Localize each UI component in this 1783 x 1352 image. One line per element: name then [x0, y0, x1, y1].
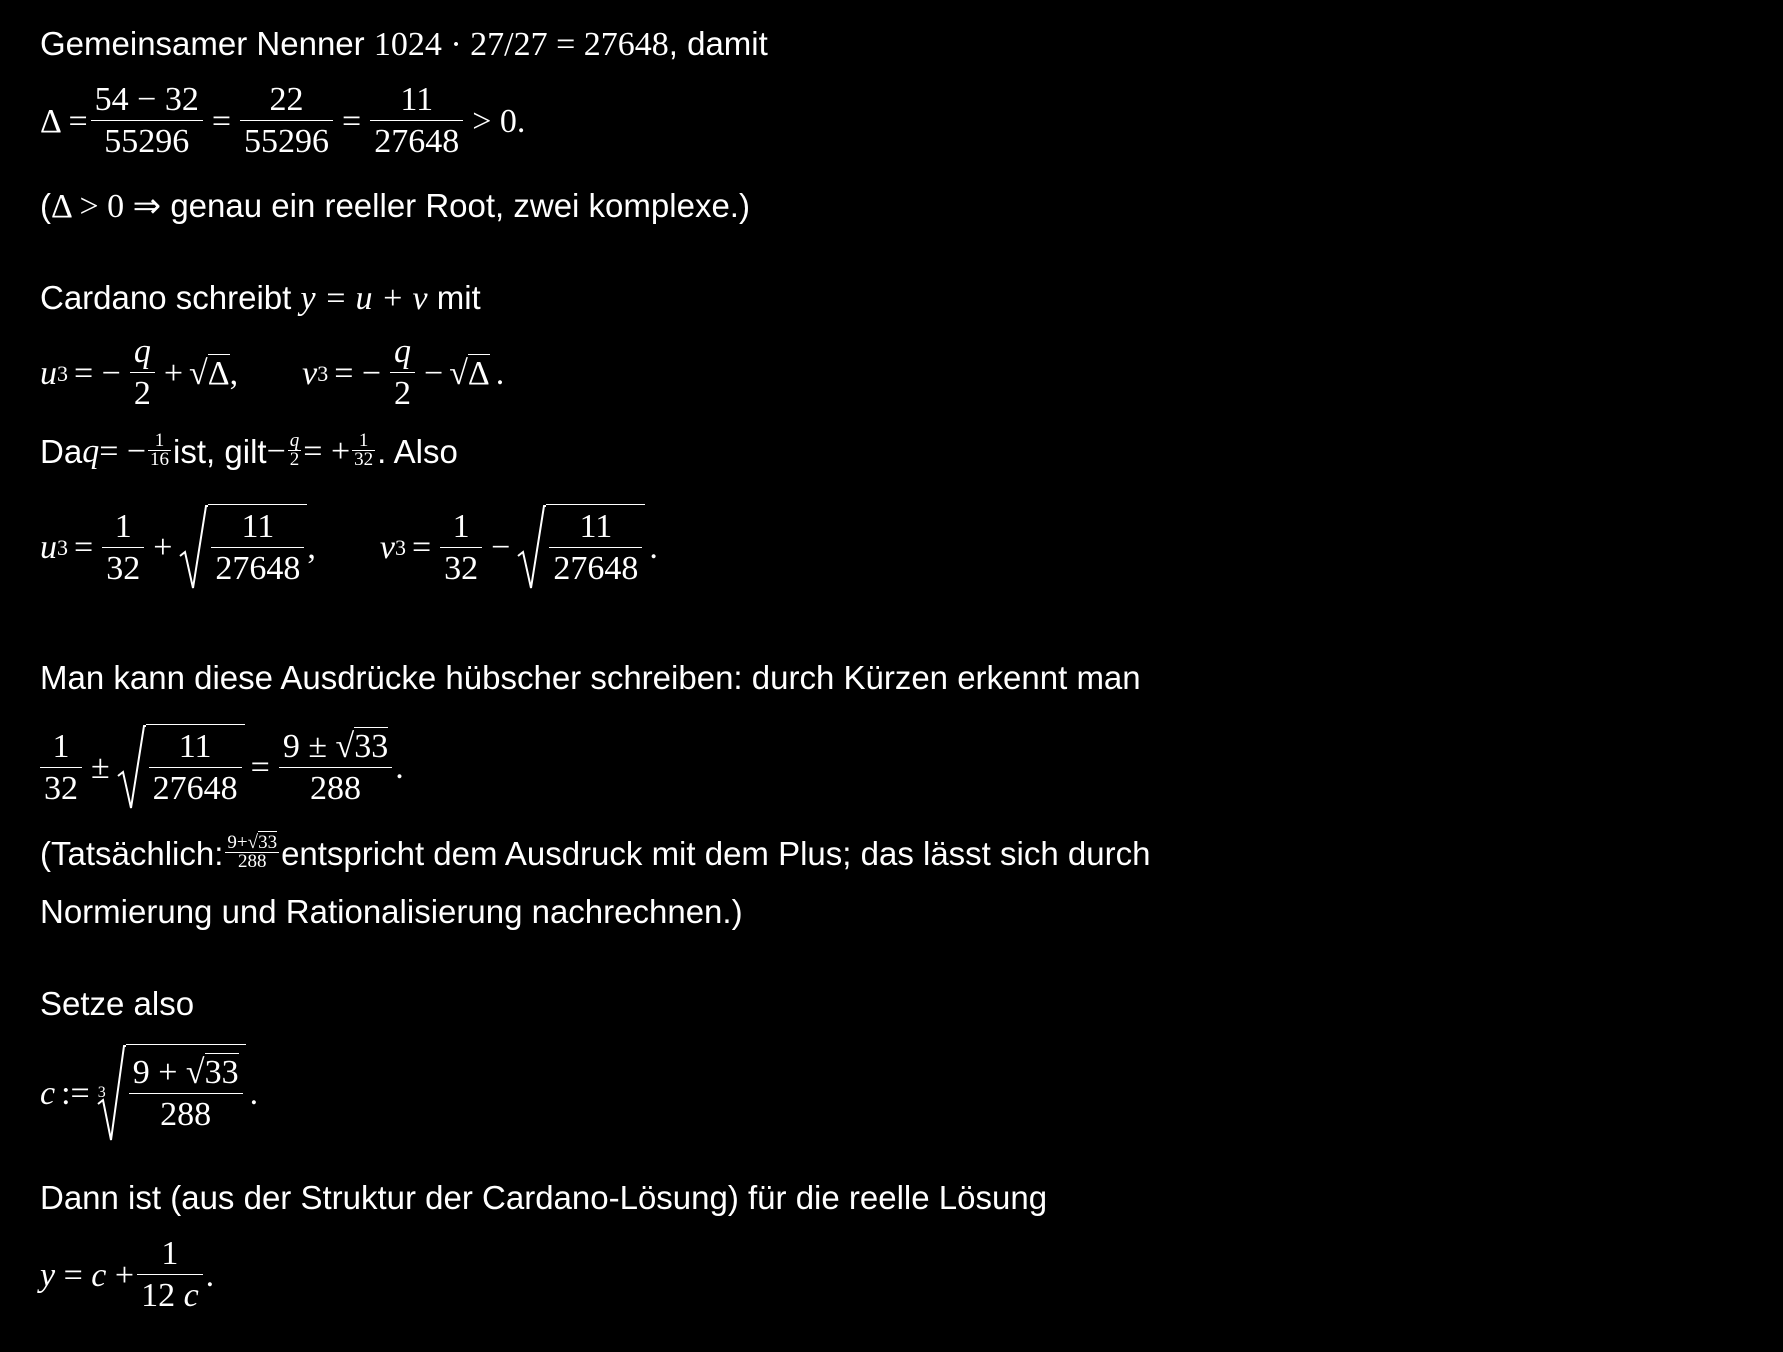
- text: Cardano schreibt: [40, 279, 301, 316]
- operator: = −: [74, 354, 121, 392]
- fraction: [40, 727, 82, 810]
- square-root: [516, 504, 645, 592]
- numerator: q: [394, 333, 412, 370]
- operator: +: [153, 529, 173, 566]
- radicand: Δ: [467, 355, 490, 392]
- variable-u: u: [40, 529, 57, 566]
- operator: = −: [334, 354, 382, 392]
- fraction: [240, 80, 333, 163]
- denominator: 55296: [104, 123, 190, 160]
- text: . Also: [377, 433, 458, 470]
- variable-q: q: [82, 433, 100, 470]
- operator: =: [250, 749, 270, 786]
- operator: :=: [61, 1075, 90, 1112]
- cardano-line: [40, 278, 481, 319]
- punctuation: .: [395, 749, 404, 786]
- operator: = +: [303, 433, 351, 470]
- denominator: 27648: [374, 123, 460, 160]
- denominator: 2: [394, 375, 412, 412]
- text: Dann ist (aus der Struktur der Cardano-Lösung) für die reelle Lösung: [40, 1179, 1048, 1216]
- solution-remark-line: [40, 1178, 1047, 1218]
- operator: =: [55, 1256, 92, 1294]
- fraction: [137, 1234, 203, 1317]
- punctuation: .: [205, 1256, 215, 1294]
- text: , damit: [668, 25, 768, 62]
- numerator: 1: [154, 429, 165, 451]
- fraction: [549, 507, 642, 590]
- numerator: 11: [400, 81, 434, 118]
- operator: =: [74, 529, 94, 566]
- numerator-part: 9+: [227, 831, 248, 853]
- delta-equation: Δ = $\frac{54 - 32}{55296}$ = $\frac{22}{55296}$ = $\frac{11}{27648}$ > 0.: [40, 80, 525, 163]
- denominator-part: 12: [141, 1277, 184, 1314]
- text: Normierung und Rationalisierung nachrechnen.): [40, 893, 743, 930]
- numerator: 11: [241, 508, 275, 545]
- math-expression: Δ > 0 ⇒: [51, 188, 162, 225]
- operator: −: [491, 529, 511, 566]
- radicand: 33: [258, 831, 278, 853]
- text: genau ein reeller Root, zwei komplexe.): [161, 187, 750, 224]
- text: Man kann diese Ausdrücke hübscher schreiben: durch Kürzen erkennt man: [40, 659, 1141, 696]
- operator: =: [411, 529, 432, 566]
- small-fraction: [148, 429, 171, 470]
- denominator: 288: [310, 769, 362, 807]
- text: mit: [427, 279, 481, 316]
- small-fraction: [352, 429, 375, 470]
- set-line: [40, 984, 194, 1024]
- denominator-variable: c: [183, 1277, 199, 1314]
- small-fraction: [288, 429, 302, 470]
- delta-tail: > 0.: [472, 102, 526, 140]
- variable-c: c: [40, 1075, 56, 1112]
- numerator: 11: [178, 728, 212, 765]
- denominator: 32: [106, 549, 141, 587]
- denominator: 288: [237, 850, 267, 872]
- square-root: [178, 504, 307, 592]
- definition-c: [40, 1044, 258, 1144]
- fraction: [279, 727, 392, 810]
- simplified-equation: [40, 724, 404, 812]
- radical-sign-icon: [116, 724, 146, 812]
- denominator: 27648: [152, 770, 238, 807]
- fraction: [130, 332, 155, 415]
- punctuation: .: [249, 1075, 259, 1112]
- radical-sign-icon: [516, 504, 546, 592]
- fraction: [102, 507, 144, 590]
- denominator: [137, 1275, 203, 1317]
- operator: ±: [91, 749, 110, 786]
- numerator: 11: [579, 508, 613, 545]
- variable-v: v: [379, 529, 395, 566]
- radicand: 33: [204, 1054, 239, 1091]
- denominator: 32: [44, 769, 78, 807]
- operator: +: [163, 354, 184, 392]
- root-index: 3: [97, 1084, 106, 1101]
- text: Setze also: [40, 985, 195, 1022]
- numerator: 1: [114, 507, 132, 545]
- denominator: 27648: [215, 550, 301, 587]
- variable-y: y: [40, 1256, 56, 1294]
- numerator: 22: [269, 81, 304, 118]
- radicand: 33: [354, 727, 389, 765]
- punctuation: ,: [229, 354, 239, 392]
- numerator: 9 ± √33: [282, 727, 389, 765]
- numerator: 1: [52, 727, 70, 765]
- fraction: [390, 332, 415, 415]
- small-fraction: $\frac{9+√33}{288}$: [227, 831, 278, 872]
- numerator: 1: [161, 1235, 179, 1272]
- operator: −: [266, 433, 286, 470]
- text: ist, gilt: [173, 433, 267, 470]
- simplify-remark-line: [40, 658, 1141, 698]
- variable-v: v: [302, 354, 318, 392]
- denominator: 16: [150, 448, 170, 470]
- denominator: 55296: [244, 123, 330, 160]
- delta-lhs: Δ =: [40, 102, 88, 140]
- cube-equations: u 3 = − $\frac{q}{2}$ + √ Δ , v 3 = − $\frac{q}{2}$ − √ Δ .: [40, 332, 504, 415]
- numerator: 1: [358, 429, 369, 451]
- variable-u: u: [40, 354, 57, 392]
- numerator-part: 9 ±: [282, 727, 328, 765]
- numerator: 54 − 32: [94, 81, 199, 118]
- denominator: 2: [289, 448, 300, 470]
- denominator: 32: [354, 448, 374, 470]
- delta-remark-line: [40, 186, 750, 227]
- common-denominator-line: [40, 24, 768, 65]
- numerator: q: [289, 429, 300, 451]
- math-answer-content: [40, 0, 1740, 1352]
- text: (: [40, 187, 51, 224]
- numerator: 1: [452, 507, 470, 545]
- punctuation: .: [495, 354, 505, 392]
- text: Gemeinsamer Nenner: [40, 25, 374, 62]
- fraction: [440, 507, 482, 590]
- fraction: [149, 727, 242, 810]
- numerator: q: [133, 333, 151, 370]
- remark-line-continued: [40, 892, 743, 932]
- square-root: [116, 724, 245, 812]
- fraction: $\frac{9 + √33}{288}$: [129, 1053, 243, 1136]
- fraction: [211, 507, 304, 590]
- solution-equation: [40, 1234, 214, 1317]
- q-value-line: [40, 429, 458, 472]
- denominator: 27648: [553, 550, 639, 587]
- math-expression: 1024 · 27/27 = 27648: [373, 26, 669, 63]
- numerator-part: 9 +: [132, 1054, 178, 1091]
- radical-sign-icon: [178, 504, 208, 592]
- variable-c: c: [91, 1256, 107, 1294]
- sqrt-symbol: √: [189, 354, 208, 392]
- denominator: 288: [160, 1096, 212, 1133]
- text: Da: [40, 433, 83, 470]
- operator: +: [106, 1256, 135, 1294]
- cube-root: [96, 1044, 246, 1144]
- operator: −: [424, 354, 444, 392]
- denominator: 2: [133, 375, 151, 412]
- radicand: Δ: [207, 355, 230, 392]
- fraction: [370, 80, 463, 163]
- sqrt-symbol: √: [449, 354, 468, 392]
- denominator: 32: [444, 549, 479, 587]
- cube-values-equations: u 3 = $\frac{1}{32}$ + $\frac{11}{27648}$ , v 3 = $\frac{1}{32}$ − $\frac{11}{27648}$ .: [40, 504, 658, 592]
- remark-line: [40, 831, 1151, 874]
- text: (Tatsächlich:: [40, 835, 224, 872]
- operator: = −: [99, 433, 147, 470]
- text: entspricht dem Ausdruck mit dem Plus; das lässt sich durch: [281, 835, 1151, 872]
- math-expression: y = u + v: [300, 280, 428, 317]
- fraction: [91, 80, 203, 163]
- punctuation: .: [649, 529, 658, 566]
- punctuation: ,: [307, 529, 316, 566]
